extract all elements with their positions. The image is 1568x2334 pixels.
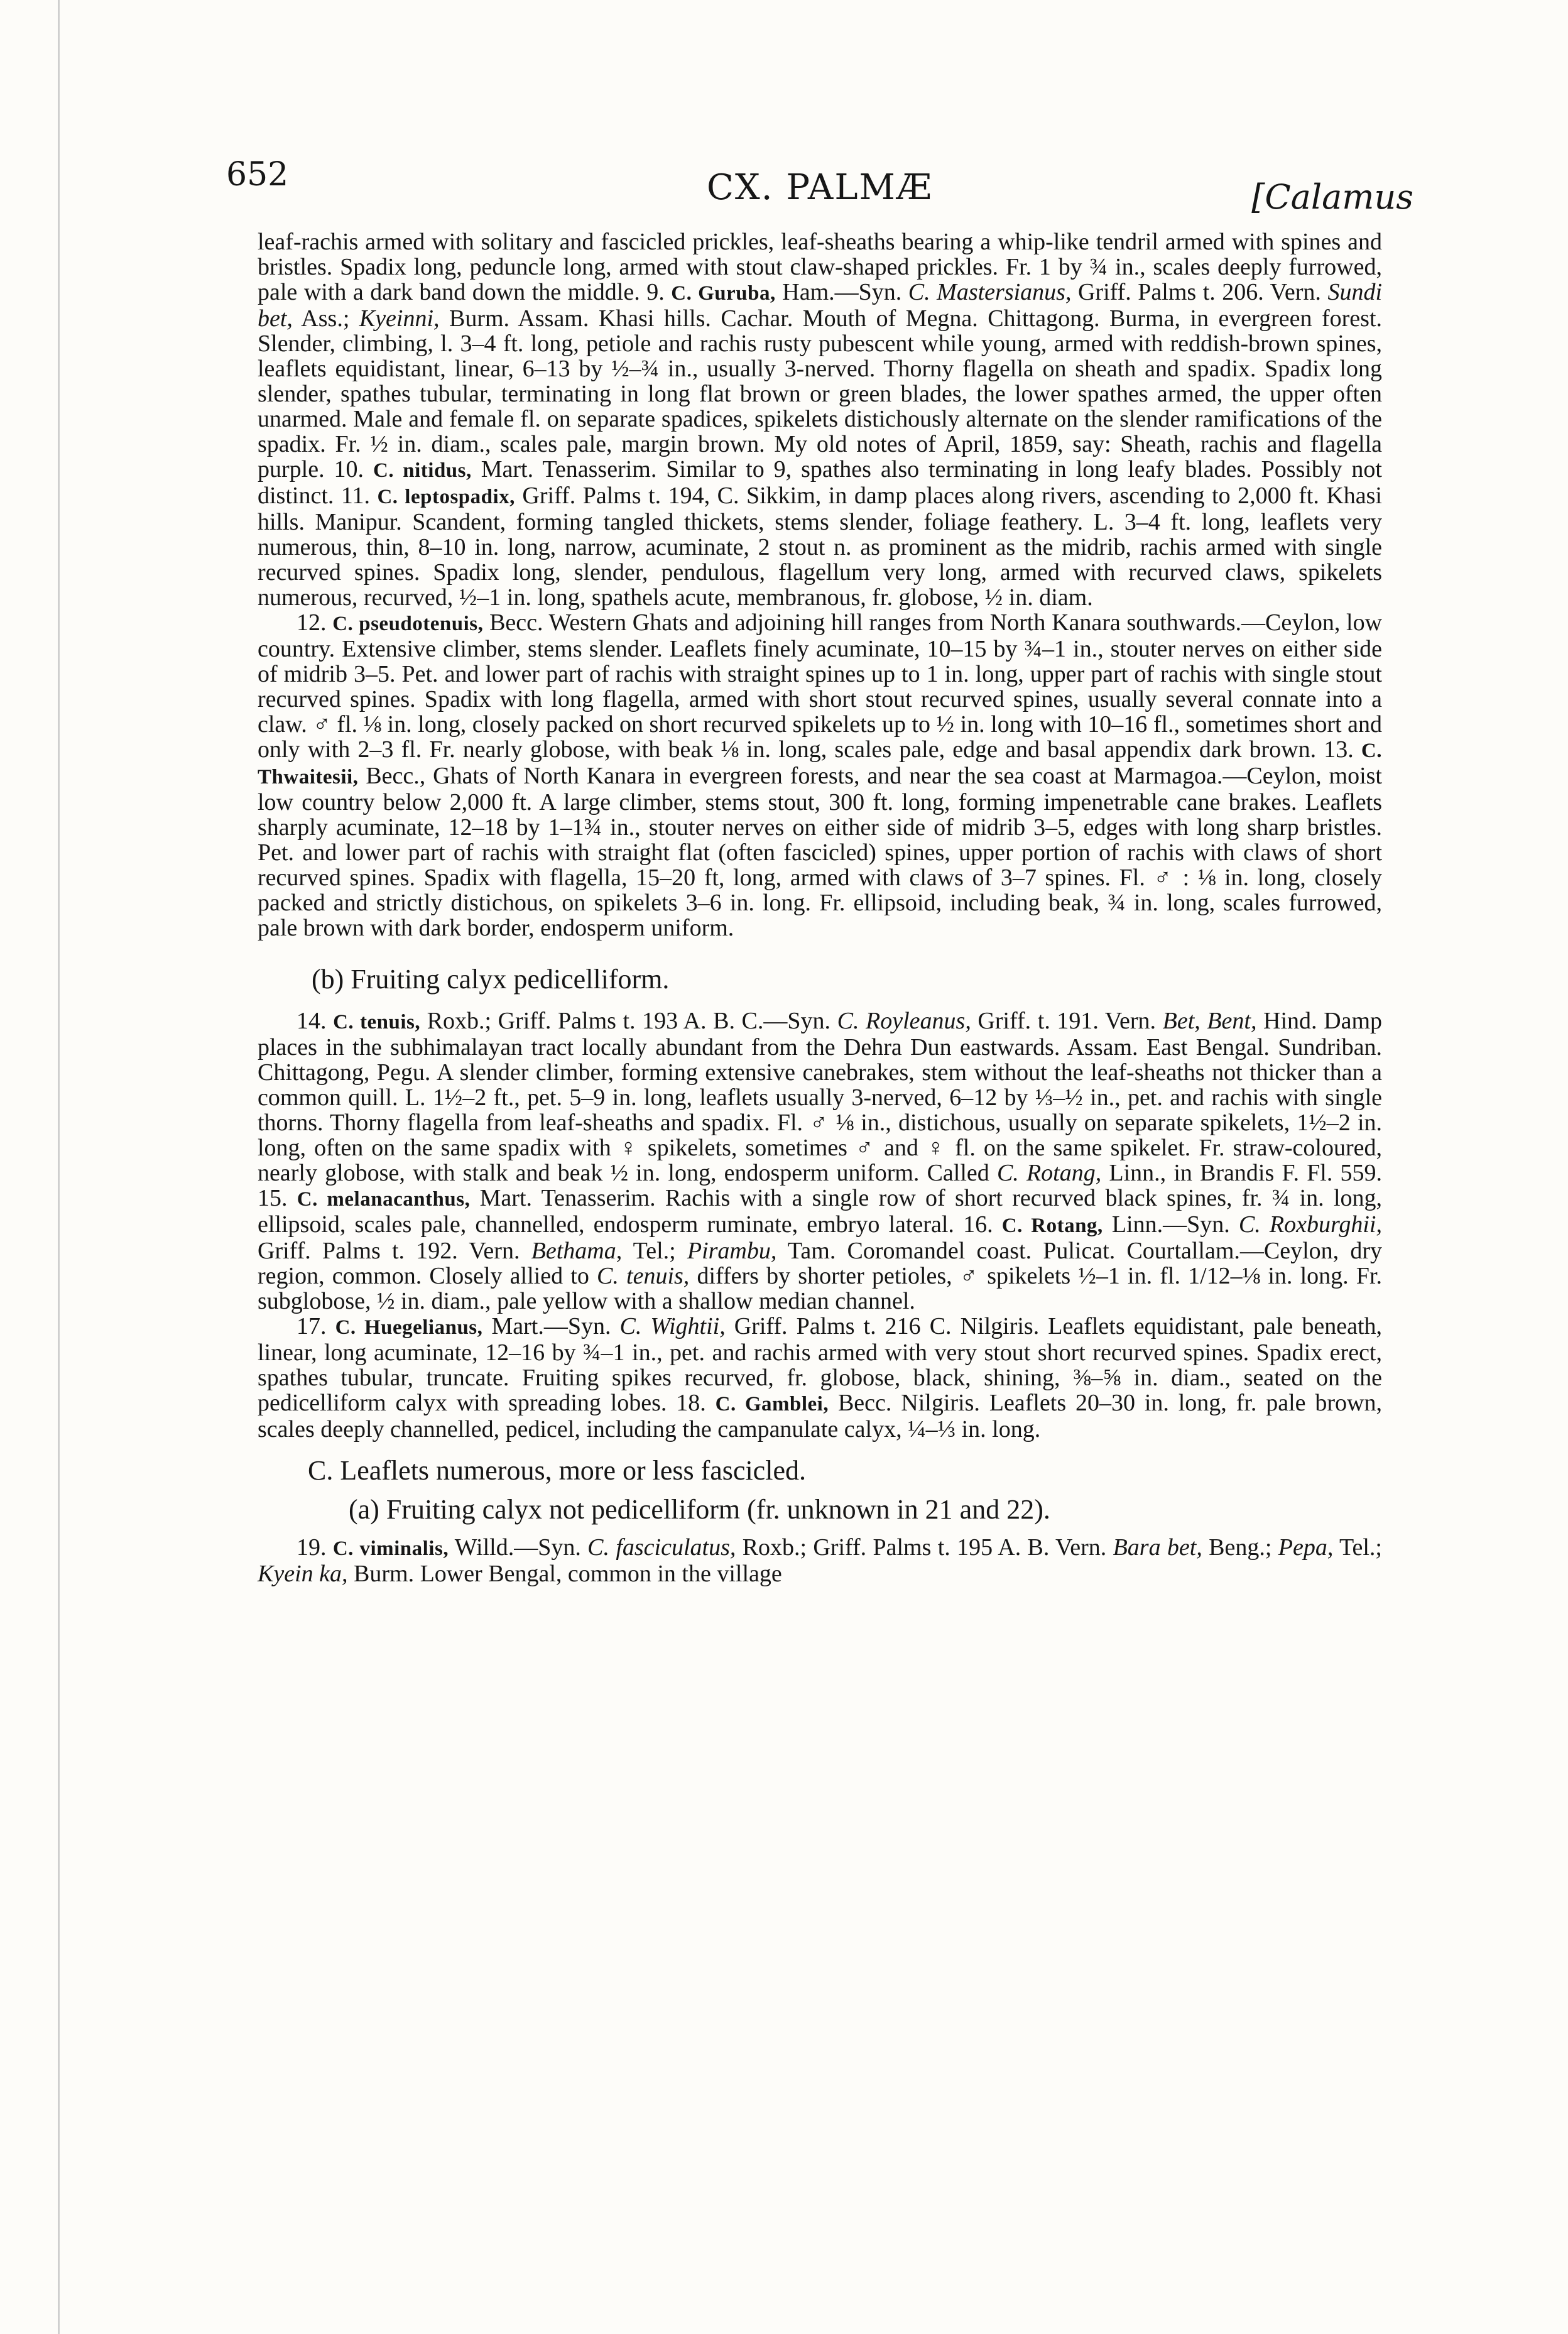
italic-name: C. Royleanus, [837,1008,971,1034]
subheading-b: (b) Fruiting calyx pedicelliform. [312,964,670,995]
italic-name: Pepa, [1278,1534,1334,1561]
species-name: C. Rotang, [1001,1214,1103,1237]
paragraph-viminalis: 19. C. viminalis, Willd.—Syn. C. fasciculatus, Roxb.; Griff. Palms t. 195 A. B. Vern. Bara bet, Beng.; Pepa, Tel.; Kyein ka, Burm. Lower Bengal, common in the village [258,1534,1382,1587]
paragraph-calamus-guruba: leaf-rachis armed with solitary and fascicled prickles, leaf-sheaths bearing a whip-like tendril armed with spines and bristles. Spadix long, peduncle long, armed with stout claw-shaped prickles. Fr. 1 by ¾ in., scales deeply furrowed, pale with a dark band down the middle. 9. C. Guruba, Ham.—Syn. C. Mastersianus, Griff. Palms t. 206. Vern. Sundi bet, Ass.; Kyeinni, Burm. Assam. Khasi hills. Cachar. Mouth of Megna. Chittagong. Burma, in evergreen forest. Slender, climbing, l. 3–4 ft. long, petiole and rachis rusty pubescent while young, armed with reddish-brown spines, leaflets equidistant, linear, 6–13 by ½–¾ in., usually 3-nerved. Thorny flagella on sheath and spadix. Spadix long slender, spathes tubular, terminating in long flat brown or green blades, the lower spathes armed, the upper often unarmed. Male and female fl. on separate spadices, spikelets distichously alternate on the slender ramifications of the spadix. Fr. ½ in. diam., scales pale, margin brown. My old notes of April, 1859, say: Sheath, rachis and flagella purple. 10. C. nitidus, Mart. Tenasserim. Similar to 9, spathes also terminating in long leafy blades. Possibly not distinct. 11. C. leptospadix, Griff. Palms t. 194, C. Sikkim, in damp places along rivers, ascending to 2,000 ft. Khasi hills. Manipur. Scandent, forming tangled thickets, stems slender, foliage feathery. L. 3–4 ft. long, leaflets very numerous, thin, 8–10 in. long, narrow, acuminate, 2 stout n. as prominent as the midrib, rachis armed with single recurved spines. Spadix long, slender, pendulous, flagellum very long, armed with recurved claws, spikelets numerous, recurved, ½–1 in. long, spathels acute, membranous, fr. globose, ½ in. diam. [258,229,1383,611]
italic-name: Bara bet, [1113,1534,1202,1561]
species-name: C. leptospadix, [377,486,515,508]
species-name: C. melanacanthus, [297,1188,471,1211]
page-binding-edge [58,0,60,2334]
species-name: C. viminalis, [332,1537,449,1560]
section-title: [Calamus [1251,177,1413,217]
italic-name: C. Rotang, [996,1160,1102,1186]
paragraph-pseudotenuis: 12. C. pseudotenuis, Becc. Western Ghats and adjoining hill ranges from North Kanara southwards.—Ceylon, low country. Extensive climber, stems slender. Leaflets finely acuminate, 10–15 by ¾–1 in., stouter nerves on either side of midrib 3–5. Pet. and lower part of rachis with straight spines up to 1 in. long, upper part of rachis with single stout recurved spines. Spadix with long flagella, armed with short stout recurved spines, usually several connate into a claw. ♂ fl. ⅛ in. long, closely packed on short recurved spikelets up to ½ in. long with 10–16 fl., sometimes short and only with 2–3 fl. Fr. nearly globose, with beak ⅛ in. long, scales pale, edge and basal appendix dark brown. 13. C. Thwaitesii, Becc., Ghats of North Kanara in evergreen forests, and near the sea coast at Marmagoa.—Ceylon, moist low country below 2,000 ft. A large climber, stems stout, 300 ft. long, forming impenetrable cane brakes. Leaflets sharply acuminate, 12–18 by 1–1¾ in., stouter nerves on either side of midrib 3–5, edges with long sharp bristles. Pet. and lower part of rachis with straight flat (often fascicled) spines, upper portion of rachis with claws of short recurved spines. Spadix with flagella, 15–20 ft, long, armed with claws of 3–7 spines. Fl. ♂ : ⅛ in. long, closely packed and strictly distichous, on spikelets 3–6 in. long. Fr. ellipsoid, including beak, ¾ in. long, scales furrowed, pale brown with dark border, endosperm uniform. [258,609,1383,941]
paragraph-huegelianus: 17. C. Huegelianus, Mart.—Syn. C. Wightii, Griff. Palms t. 216 C. Nilgiris. Leaflets equidistant, pale beneath, linear, long acuminate, 12–16 by ¾–1 in., pet. and rachis armed with very stout short recurved spines. Spadix erect, spathes tubular, truncate. Fruiting spikes recurved, fr. globose, black, shining, ⅜–⅝ in. diam., seated on the pedicelliform calyx with spreading lobes. 18. C. Gamblei, Becc. Nilgiris. Leaflets 20–30 in. long, fr. pale brown, scales deeply channelled, pedicel, including the campanulate calyx, ¼–⅓ in. long. [258,1313,1382,1442]
species-name: C. Thwaitesii, [258,739,1382,788]
species-name: C. tenuis, [333,1011,421,1033]
italic-name: Kyeinni, [359,305,440,332]
page-number: 652 [226,156,289,194]
subheading-c-a: (a) Fruiting calyx not pedicelliform (fr. unknown in 21 and 22). [349,1494,1050,1525]
italic-name: C. Wightii, [619,1313,726,1339]
italic-name: C. tenuis, [597,1263,690,1289]
running-title: CX. PALMÆ [707,167,933,208]
subheading-c: C. Leaflets numerous, more or less fascicled. [308,1455,806,1486]
italic-name: Sundi bet, [258,279,1382,332]
paragraph-tenuis: 14. C. tenuis, Roxb.; Griff. Palms t. 193 A. B. C.—Syn. C. Royleanus, Griff. t. 191. Vern. Bet, Bent, Hind. Damp places in the subhimalayan tract locally abundant from the Dehra Dun eastwards. Assam. East Bengal. Sundriban. Chittagong, Pegu. A slender climber, forming extensive canebrakes, stem without the leaf-sheaths not thicker than a common quill. L. 1½–2 ft., pet. 5–9 in. long, leaflets usually 3-nerved, 6–12 by ⅓–½ in., pet. and rachis with single thorns. Thorny flagella from leaf-sheaths and spadix. Fl. ♂ ⅛ in., distichous, usually on separate spikelets, 1½–2 in. long, often on the same spadix with ♀ spikelets, sometimes ♂ and ♀ fl. on the same spikelet. Fr. straw-coloured, nearly globose, with stalk and beak ½ in. long, endosperm uniform. Called C. Rotang, Linn., in Brandis F. Fl. 559. 15. C. melanacanthus, Mart. Tenasserim. Rachis with a single row of short recurved black spines, fr. ¾ in. long, ellipsoid, scales pale, channelled, endosperm ruminate, embryo lateral. 16. C. Rotang, Linn.—Syn. C. Roxburghii, Griff. Palms t. 192. Vern. Bethama, Tel.; Pirambu, Tam. Coromandel coast. Pulicat. Courtallam.—Ceylon, dry region, common. Closely allied to C. tenuis, differs by shorter petioles, ♂ spikelets ½–1 in. fl. 1/12–⅛ in. long. Fr. subglobose, ½ in. diam., pale yellow with a shallow median channel. [258,1008,1383,1314]
italic-name: C. Mastersianus, [908,279,1072,305]
italic-name: Bet, Bent, [1162,1008,1257,1034]
italic-name: Pirambu, [687,1238,777,1264]
species-name: C. Huegelianus, [335,1316,483,1339]
species-name: C. Guruba, [671,282,776,305]
species-name: C. pseudotenuis, [332,613,484,635]
species-name: C. nitidus, [373,459,472,482]
page-header [226,156,1413,231]
page-body [258,229,1382,1586]
italic-name: C. Roxburghii, [1238,1211,1382,1238]
italic-name: C. fasciculatus, [587,1534,736,1561]
italic-name: Kyein ka, [258,1561,348,1587]
species-name: C. Gamblei, [715,1393,829,1415]
italic-name: Bethama, [531,1238,623,1264]
